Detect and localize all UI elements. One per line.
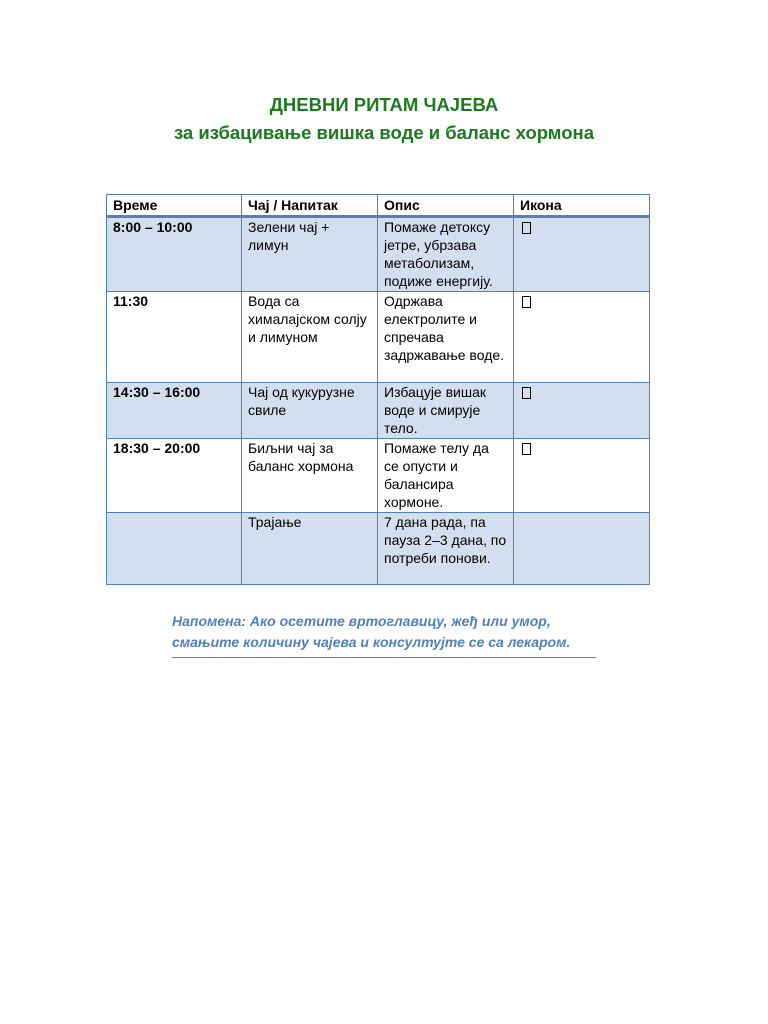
cell-drink: Зелени чај + лимун bbox=[242, 217, 378, 292]
table-row bbox=[107, 383, 650, 439]
cell-description: Избацује вишак воде и смирује тело. bbox=[378, 383, 514, 439]
column-header-time: Време bbox=[107, 195, 242, 217]
cell-time: 11:30 bbox=[107, 292, 242, 383]
document-subtitle: за избацивање вишка воде и баланс хормона bbox=[173, 122, 595, 143]
cell-icon bbox=[514, 292, 650, 383]
cell-time: 18:30 – 20:00 bbox=[107, 439, 242, 513]
column-header-description: Опис bbox=[378, 195, 514, 217]
cell-icon bbox=[514, 439, 650, 513]
cell-icon bbox=[514, 383, 650, 439]
missing-glyph-icon bbox=[522, 443, 531, 455]
cell-description: Одржава електролите и спречава задржавање воде. bbox=[378, 292, 514, 383]
cell-time: 14:30 – 16:00 bbox=[107, 383, 242, 439]
missing-glyph-icon bbox=[522, 387, 531, 399]
cell-icon bbox=[514, 513, 650, 585]
tea-schedule-table bbox=[106, 194, 650, 585]
column-header-icon: Икона bbox=[514, 195, 650, 217]
cell-drink: Чај од кукурузне свиле bbox=[242, 383, 378, 439]
cell-time: 8:00 – 10:00 bbox=[107, 217, 242, 292]
cell-time bbox=[107, 513, 242, 585]
cell-description: 7 дана рада, па пауза 2–3 дана, по потреби понови. bbox=[378, 513, 514, 585]
table-row bbox=[107, 439, 650, 513]
table-row bbox=[107, 217, 650, 292]
table-row bbox=[107, 513, 650, 585]
document-title: ДНЕВНИ РИТАМ ЧАЈЕВА bbox=[269, 94, 499, 115]
cell-description: Помаже детоксу јетре, убрзава метаболизам, подиже енергију. bbox=[378, 217, 514, 292]
table-row bbox=[107, 292, 650, 383]
missing-glyph-icon bbox=[522, 222, 531, 234]
cell-description: Помаже телу да се опусти и балансира хормоне. bbox=[378, 439, 514, 513]
cell-icon bbox=[514, 217, 650, 292]
cell-drink: Биљни чај за баланс хормона bbox=[242, 439, 378, 513]
cell-drink: Трајање bbox=[242, 513, 378, 585]
table-header-row bbox=[107, 195, 650, 217]
missing-glyph-icon bbox=[522, 296, 531, 308]
column-header-drink: Чај / Напитак bbox=[242, 195, 378, 217]
note-text: Напомена: Ако осетите вртоглавицу, жеђ или умор, смањите количину чајева и консултујте се са лекаром. bbox=[172, 611, 596, 658]
cell-drink: Вода са хималајском солју и лимуном bbox=[242, 292, 378, 383]
